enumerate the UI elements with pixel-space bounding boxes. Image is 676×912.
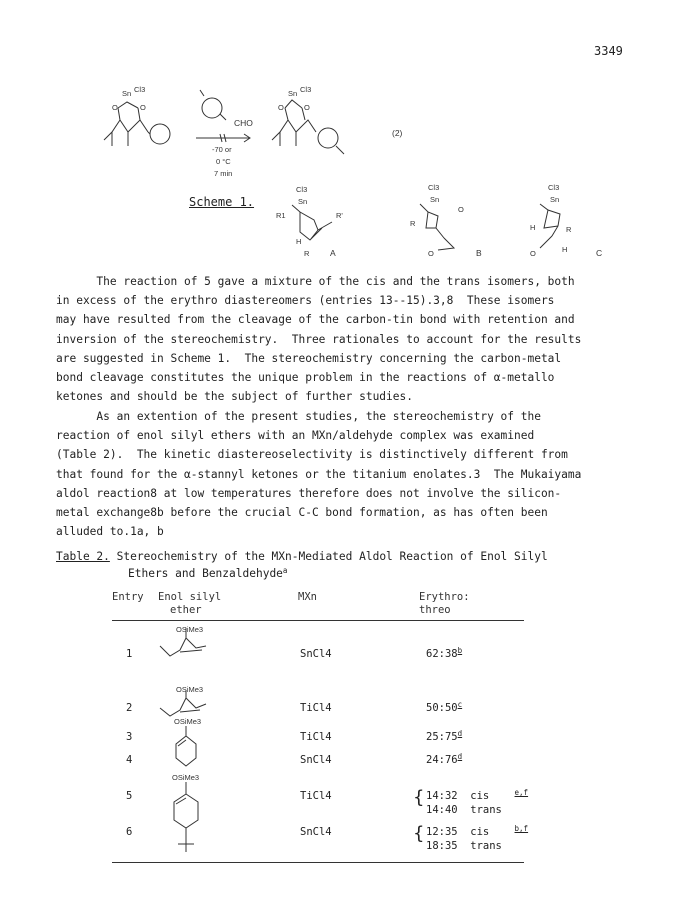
svg-text:O: O <box>428 249 434 258</box>
row-5-entry: 5 <box>126 790 133 802</box>
row-4-mx: SnCl4 <box>300 754 332 766</box>
tbu-cyclohexene-ring <box>174 782 198 852</box>
row-5-ratio-cis: 14:32 cis $^{e,f}$ <box>426 788 529 802</box>
row-2-mx: TiCl4 <box>300 702 332 714</box>
row-6-mx: SnCl4 <box>300 826 332 838</box>
text-line: alluded to.1a, b <box>56 525 164 539</box>
svg-text:C: C <box>596 248 603 258</box>
header-entry: Entry <box>112 591 144 603</box>
row-5-ratio-trans: 14:40 trans <box>426 804 502 816</box>
svg-text:OSiMe3: OSiMe3 <box>174 717 202 726</box>
row-5-brace: { <box>413 787 425 808</box>
header-mxn: MXn <box>298 591 317 603</box>
text-line: are suggested in Scheme 1. The stereochemistry concerning the carbon-metal <box>56 351 562 365</box>
text-line: may have resulted from the cleavage of the carbon-tin bond with retention and <box>56 313 575 327</box>
row-4-entry: 4 <box>126 754 133 766</box>
svg-text:H: H <box>562 245 568 254</box>
header-threo: threo <box>419 604 451 616</box>
table-label: Table 2. <box>56 550 110 563</box>
row-6-entry: 6 <box>126 826 133 838</box>
page-number: 3349 <box>594 44 623 58</box>
svg-text:O: O <box>140 103 146 112</box>
scheme-caption: Scheme 1. <box>189 195 255 209</box>
row-6-ratio-trans: 18:35 trans <box>426 840 502 852</box>
svg-text:Sn: Sn <box>298 197 308 206</box>
table-caption-text-2: Ethers and Benzaldehyde <box>128 567 283 580</box>
svg-text:O: O <box>458 205 464 214</box>
svg-text:OSiMe3: OSiMe3 <box>172 773 200 782</box>
svg-text:Sn: Sn <box>550 195 560 204</box>
row-3-ratio: 25:75$^d$ <box>426 729 463 743</box>
svg-text:Cl3: Cl3 <box>548 183 560 192</box>
text-line: in excess of the erythro diastereomers (entries 13--15).3,8 These isomers <box>56 294 555 308</box>
svg-text:0 °C: 0 °C <box>216 157 231 166</box>
svg-text:Sn: Sn <box>122 89 132 98</box>
row-1-ratio: 62:38$^b$ <box>426 646 463 660</box>
text-line: reaction of enol silyl ethers with an MXn/aldehyde complex was examined <box>56 429 535 443</box>
svg-text:OSiMe3: OSiMe3 <box>176 625 204 634</box>
row-2-ratio: 50:50$^c$ <box>426 700 463 714</box>
row-3-entry: 3 <box>126 731 133 743</box>
header-enol-silyl: Enol silyl <box>158 591 222 603</box>
text-line: inversion of the stereochemistry. Three rationales to account for the results <box>56 332 582 346</box>
cyclohexene-ring <box>176 726 196 766</box>
text-line: The reaction of 5 gave a mixture of the cis and the trans isomers, both <box>56 275 575 288</box>
text-line: As an extention of the present studies, the stereochemistry of the <box>56 410 541 423</box>
row-3-mx: TiCl4 <box>300 731 332 743</box>
svg-text:OSiMe3: OSiMe3 <box>176 685 204 694</box>
svg-text:H: H <box>296 237 302 246</box>
svg-text:Sn: Sn <box>288 89 298 98</box>
row-6-ratio-cis: 12:35 cis $^{b,f}$ <box>426 824 529 838</box>
text-line: ketones and should be the subject of further studies. <box>56 390 413 404</box>
svg-text:(2): (2) <box>392 128 403 138</box>
svg-text:R1: R1 <box>276 211 286 220</box>
svg-text:R: R <box>566 225 572 234</box>
svg-text:Sn: Sn <box>430 195 440 204</box>
svg-text:7 min: 7 min <box>214 169 233 178</box>
text-line: that found for the α-stannyl ketones or the titanium enolates.3 The Mukaiyama <box>56 467 582 481</box>
svg-text:R: R <box>410 219 416 228</box>
table-caption-text-1: Stereochemistry of the MXn-Mediated Aldol Reaction of Enol Silyl <box>116 550 548 563</box>
row-6-brace: { <box>413 823 425 844</box>
row-2-entry: 2 <box>126 702 133 714</box>
header-erythro: Erythro: <box>419 591 470 603</box>
row-1-entry: 1 <box>126 648 133 660</box>
table-bottom-rule <box>112 862 524 863</box>
svg-text:Cl3: Cl3 <box>428 183 440 192</box>
svg-text:CHO: CHO <box>234 118 253 128</box>
text-line: metal exchange8b before the crucial C-C bond formation, as has often been <box>56 505 548 519</box>
svg-text:O: O <box>304 103 310 112</box>
text-line: aldol reaction8 at low temperatures therefore does not involve the silicon- <box>56 486 562 500</box>
header-ether: ether <box>170 604 202 616</box>
row-1-mx: SnCl4 <box>300 648 332 660</box>
svg-text:O: O <box>278 103 284 112</box>
svg-text:Cl3: Cl3 <box>296 185 308 194</box>
text-line: (Table 2). The kinetic diastereoselectivity is distinctively different from <box>56 448 568 462</box>
svg-text:R': R' <box>336 211 343 220</box>
svg-text:O: O <box>530 249 536 258</box>
svg-text:H: H <box>530 223 536 232</box>
table-caption-footnote: a <box>282 566 288 575</box>
svg-text:B: B <box>476 248 482 258</box>
svg-text:-70 or: -70 or <box>212 145 232 154</box>
svg-text:Cl3: Cl3 <box>134 85 146 94</box>
svg-text:Cl3: Cl3 <box>300 85 312 94</box>
svg-text:O: O <box>112 103 118 112</box>
text-line: bond cleavage constitutes the unique problem in the reactions of α-metallo <box>56 370 555 384</box>
row-5-mx: TiCl4 <box>300 790 332 802</box>
svg-text:A: A <box>330 248 336 258</box>
svg-text:R: R <box>304 249 310 258</box>
row-4-ratio: 24:76$^d$ <box>426 752 463 766</box>
